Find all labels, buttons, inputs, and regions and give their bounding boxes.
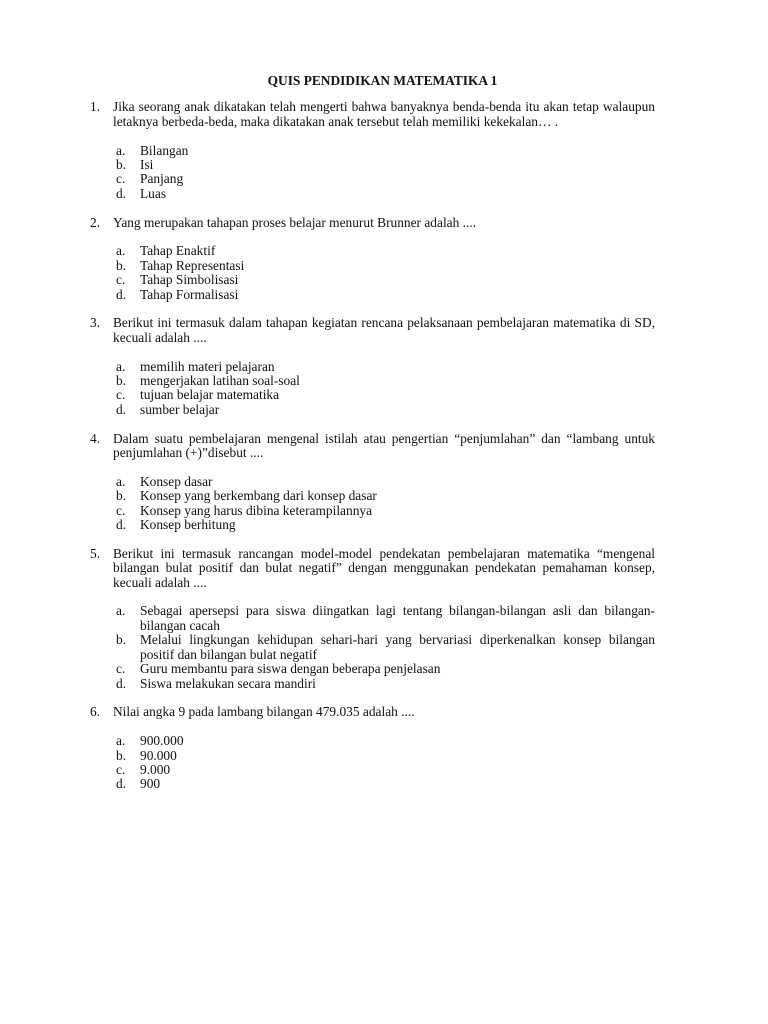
option-c (113, 172, 655, 186)
option-b (113, 633, 655, 662)
option-a (113, 475, 655, 489)
option-c (113, 273, 655, 287)
option-d (113, 677, 655, 691)
option-letter: c. (116, 761, 126, 777)
option-text: tujuan belajar matematika (140, 387, 280, 403)
question-text: Berikut ini termasuk dalam tahapan kegiatan rencana pelaksanaan pembelajaran matematika di SD, kecuali adalah .... (113, 315, 655, 345)
option-text: Panjang (140, 171, 184, 187)
option-text: Sebagai apersepsi para siswa diingatkan lagi tentang bilangan-bilangan asli dan bilangan-bilangan cacah (140, 603, 655, 633)
question-4 (90, 432, 655, 533)
question-text: Jika seorang anak dikatakan telah mengerti bahwa banyaknya benda-benda itu akan tetap walaupun letaknya berbeda-beda, maka dikatakan anak tersebut telah memiliki kekekalan… . (113, 99, 655, 129)
option-text: 90.000 (140, 747, 177, 763)
option-b (113, 489, 655, 503)
option-text: Melalui lingkungan kehidupan sehari-hari yang bervariasi diperkenalkan konsep bilangan positif dan bilangan bulat negatif (140, 632, 655, 662)
question-2 (90, 216, 655, 302)
option-text: Siswa melakukan secara mandiri (140, 675, 316, 691)
option-text: Luas (140, 185, 167, 201)
question-text: Dalam suatu pembelajaran mengenal istilah atau pengertian “penjumlahan” dan “lambang untuk penjumlahan (+)”disebut .... (113, 430, 655, 461)
option-text: Tahap Representasi (140, 257, 245, 273)
option-letter: b. (116, 373, 127, 389)
option-d (113, 518, 655, 532)
option-letter: c. (116, 272, 126, 288)
option-letter: d. (116, 185, 127, 201)
question-text: Berikut ini termasuk rancangan model-model pendekatan pembelajaran matematika “mengenal bilangan bulat positif dan bulat negatif” dengan menggunakan pendekatan pemahaman konsep, kecuali adalah .... (113, 545, 655, 590)
document-title: QUIS PENDIDIKAN MATEMATIKA 1 (267, 73, 498, 88)
option-text: Konsep berhitung (140, 517, 236, 533)
option-letter: a. (116, 473, 126, 489)
question-number: 1. (90, 99, 101, 115)
question-text: Yang merupakan tahapan proses belajar menurut Brunner adalah .... (113, 214, 477, 230)
option-letter: d. (116, 675, 127, 691)
option-text: Guru membantu para siswa dengan beberapa penjelasan (140, 661, 441, 677)
question-5 (90, 547, 655, 691)
option-letter: b. (116, 747, 127, 763)
option-letter: a. (116, 142, 126, 158)
option-letter: c. (116, 387, 126, 403)
option-text: Konsep dasar (140, 473, 213, 489)
option-d (113, 777, 655, 791)
option-letter: d. (116, 776, 127, 792)
option-text: Konsep yang berkembang dari konsep dasar (140, 488, 377, 504)
option-text: Tahap Enaktif (140, 243, 216, 259)
question-1 (90, 100, 655, 201)
option-list (113, 144, 655, 202)
option-letter: a. (116, 358, 126, 374)
option-text: mengerjakan latihan soal-soal (140, 373, 300, 389)
option-text: Tahap Simbolisasi (140, 272, 239, 288)
option-c (113, 763, 655, 777)
option-list (113, 734, 655, 792)
option-letter: a. (116, 603, 126, 619)
option-text: Isi (140, 157, 154, 173)
option-text: 900.000 (140, 733, 184, 749)
question-number: 4. (90, 430, 101, 446)
option-list (113, 475, 655, 533)
option-b (113, 749, 655, 763)
option-d (113, 288, 655, 302)
question-3 (90, 316, 655, 417)
option-letter: c. (116, 171, 126, 187)
question-number: 2. (90, 214, 101, 230)
option-c (113, 388, 655, 402)
option-d (113, 403, 655, 417)
option-text: 900 (140, 776, 161, 792)
option-list (113, 244, 655, 302)
option-text: sumber belajar (140, 401, 220, 417)
question-6 (90, 705, 655, 791)
question-number: 5. (90, 545, 101, 561)
question-number: 3. (90, 315, 101, 331)
option-text: Bilangan (140, 142, 189, 158)
option-letter: d. (116, 517, 127, 533)
option-letter: b. (116, 257, 127, 273)
option-letter: d. (116, 401, 127, 417)
option-letter: c. (116, 661, 126, 677)
option-a (113, 604, 655, 633)
document-page (90, 74, 655, 806)
option-a (113, 144, 655, 158)
option-c (113, 662, 655, 676)
option-list (113, 360, 655, 418)
option-d (113, 187, 655, 201)
question-number: 6. (90, 704, 101, 720)
option-text: 9.000 (140, 761, 171, 777)
option-letter: b. (116, 632, 127, 648)
option-text: memilih materi pelajaran (140, 358, 275, 374)
option-b (113, 158, 655, 172)
option-a (113, 360, 655, 374)
option-b (113, 259, 655, 273)
option-letter: b. (116, 488, 127, 504)
option-b (113, 374, 655, 388)
option-list (113, 604, 655, 690)
option-letter: a. (116, 243, 126, 259)
option-letter: a. (116, 733, 126, 749)
option-letter: d. (116, 286, 127, 302)
question-text: Nilai angka 9 pada lambang bilangan 479.035 adalah .... (113, 704, 415, 720)
option-text: Konsep yang harus dibina keterampilannya (140, 502, 373, 518)
option-letter: b. (116, 157, 127, 173)
option-a (113, 244, 655, 258)
option-text: Tahap Formalisasi (140, 286, 239, 302)
option-letter: c. (116, 502, 126, 518)
option-c (113, 504, 655, 518)
option-a (113, 734, 655, 748)
